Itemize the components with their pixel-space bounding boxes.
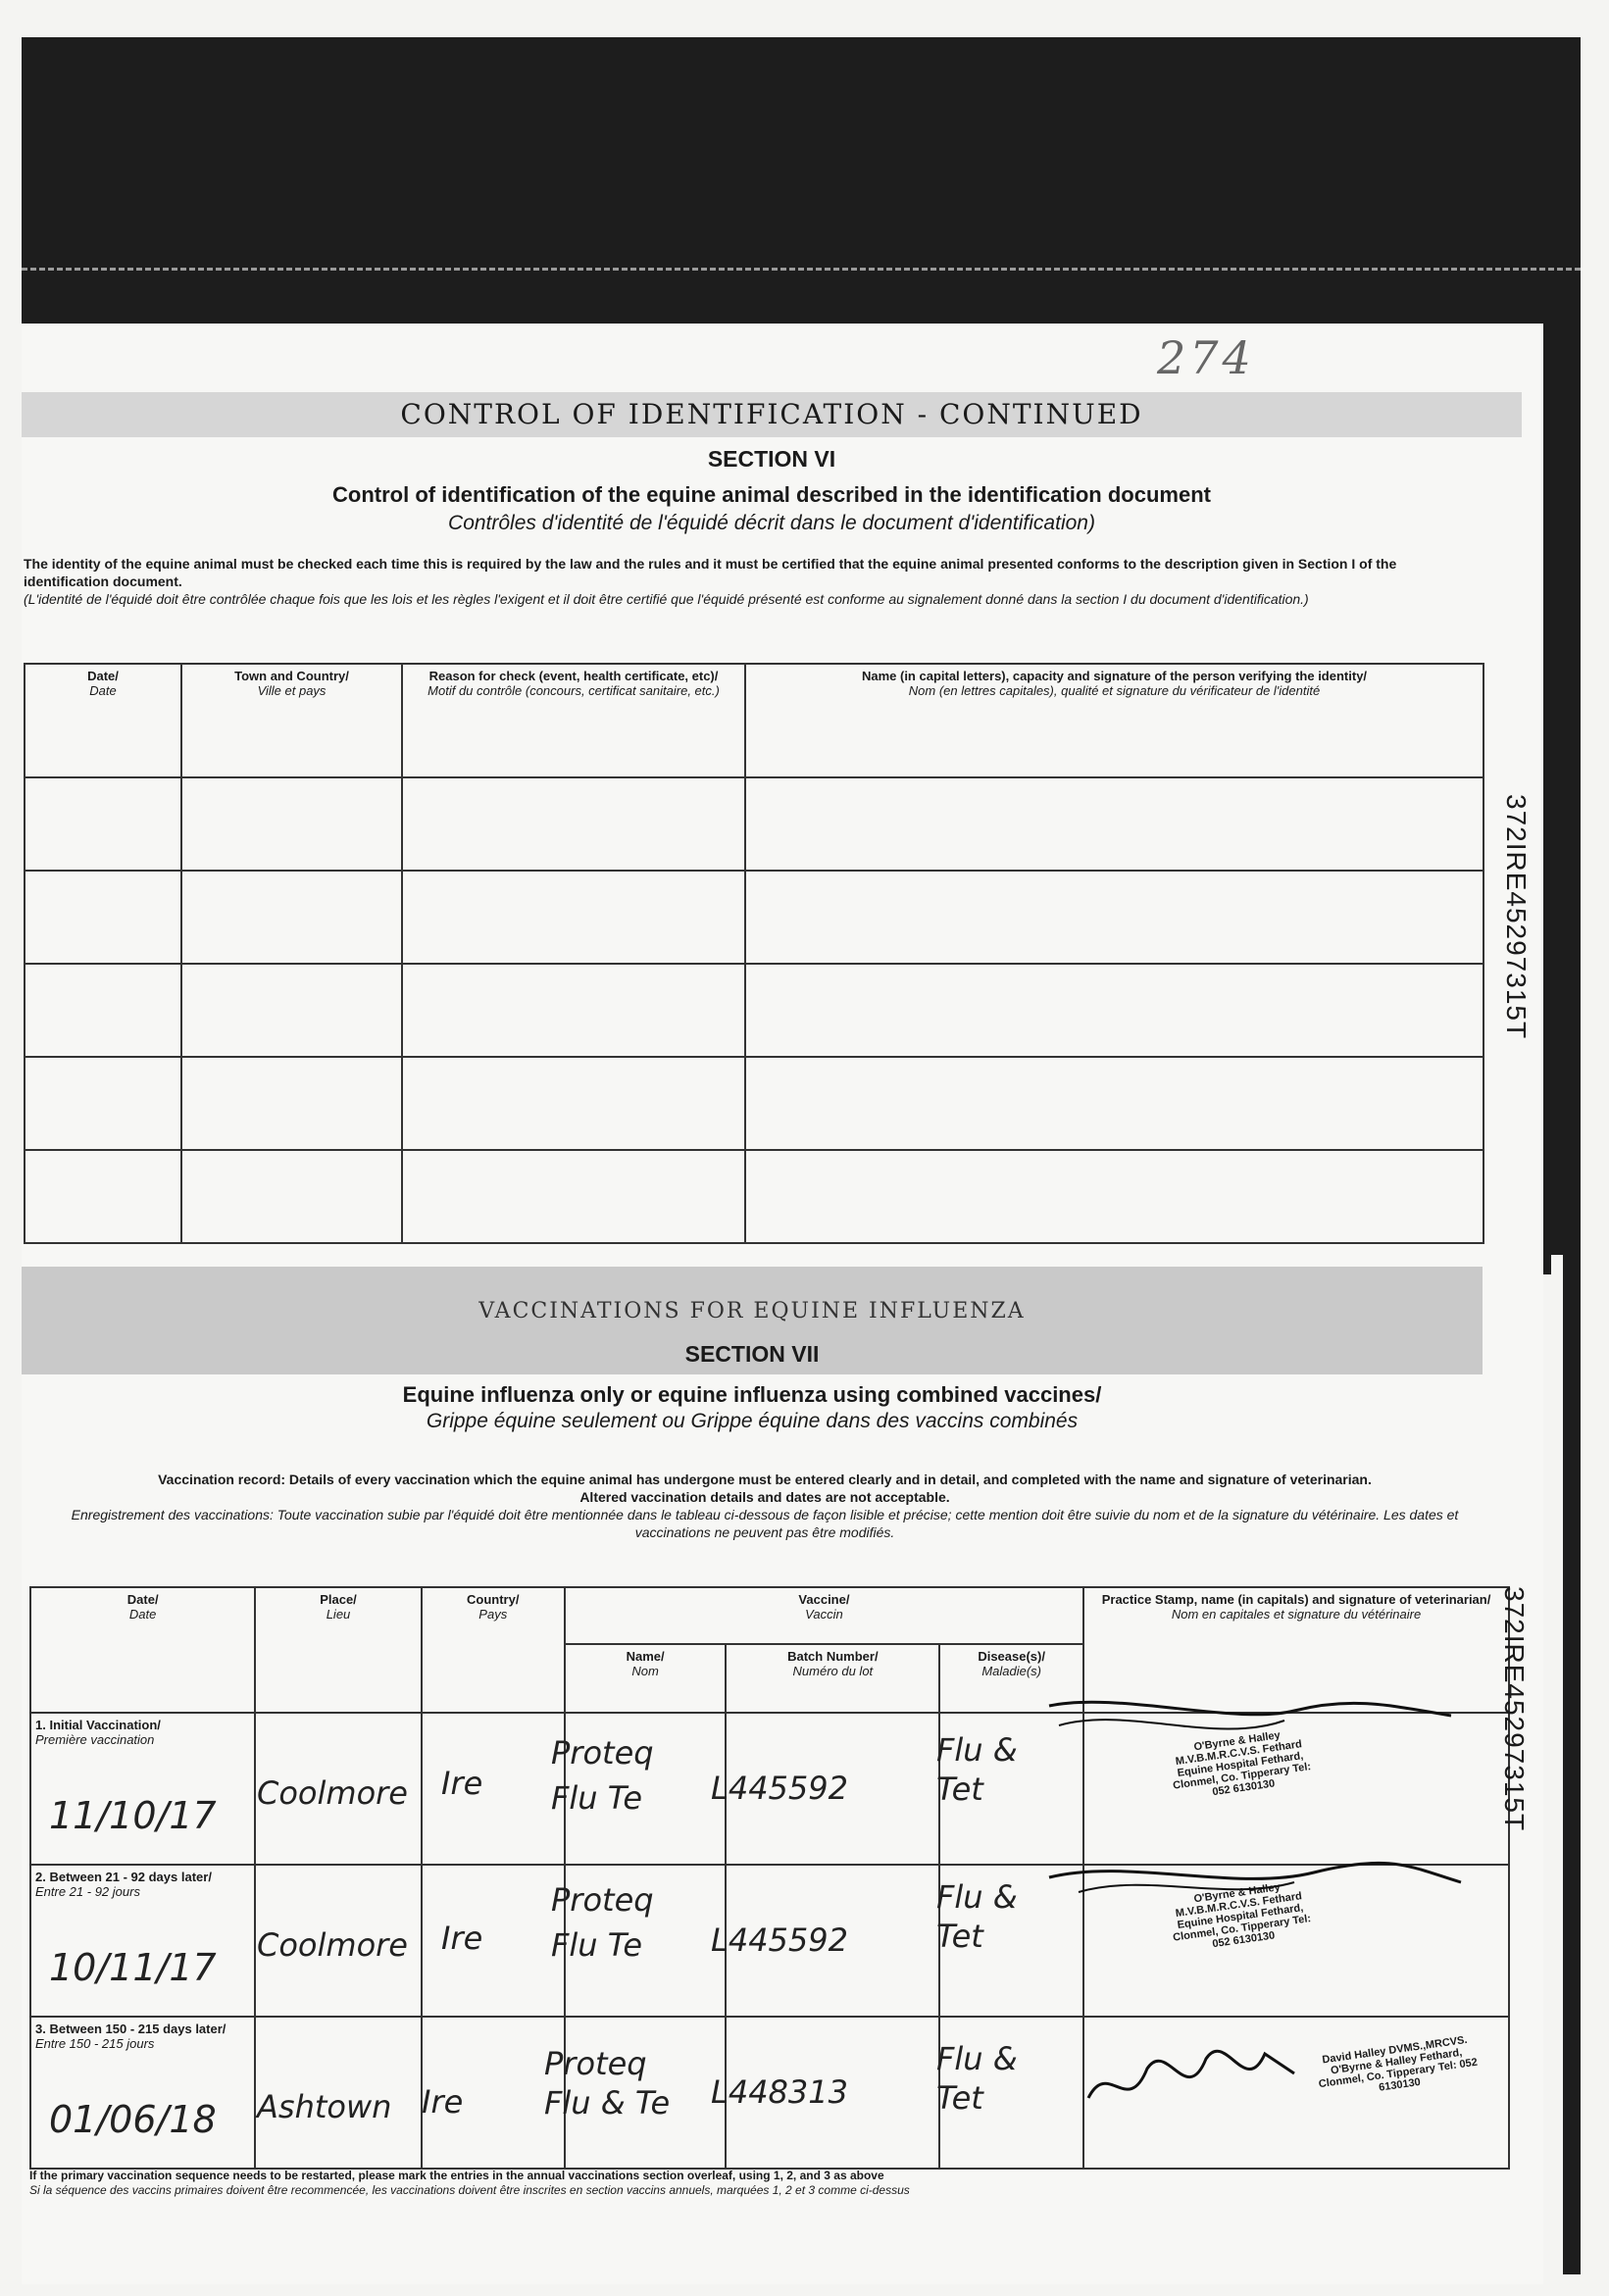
identity-check-row [25,964,1483,1057]
vcol-batch-en: Batch Number/ [787,1649,879,1664]
section6-note [24,555,1475,608]
section7-note [39,1471,1490,1541]
vcol-name-header [565,1644,727,1713]
col-town-fr: Ville et pays [257,683,327,698]
row2-disease-handwritten: Flu & Tet [936,1878,1018,1955]
section7-note-fr: Enregistrement des vaccinations: Toute vaccination subie par l'équidé doit être mentionnée dans le tableau ci-dessous de façon lisible et précise; cette mention doit être suivie du nom et de la signature du vétérinaire. Les dates et vaccinations ne peuvent pas être modifiés. [71,1507,1459,1540]
row3-disease-handwritten: Flu & Tet [936,2040,1018,2117]
section7-note-en-1: Vaccination record: Details of every vaccination which the equine animal has undergone must be entered clearly and in detail, and completed with the name and signature of veterinarian. [158,1472,1372,1487]
vcol-batch-header [726,1644,939,1713]
row1-disease-handwritten: Flu & Tet [936,1731,1018,1808]
vcol-place-header [255,1587,421,1713]
row2-date-cell [30,1865,255,2017]
row2-place-handwritten: Coolmore [257,1926,408,1964]
vcol-stamp-en: Practice Stamp, name (in capitals) and signature of veterinarian/ [1101,1592,1491,1607]
signature-2b [1079,1882,1294,1892]
section7-banner: VACCINATIONS FOR EQUINE INFLUENZA [478,1299,1026,1323]
identity-check-row [25,1150,1483,1243]
section6-title: SECTION VI [707,446,836,472]
identity-check-header-row [25,664,1483,777]
identity-check-table [24,663,1484,1244]
row1-date-cell [30,1713,255,1865]
section6-note-en: The identity of the equine animal must be checked each time this is required by the law and the rules and it must be certified that the equine animal presented conforms to the description given in Section I of the identification document. [24,556,1397,589]
row3-place-handwritten: Ashtown [257,2088,392,2125]
row2-vet-stamp: O'Byrne & Halley M.V.B.M.R.C.V.S. Fethard Equine Hospital Fethard, Clonmel, Co. Tipperary Tel: 052 6130130 [1172,1881,1312,1951]
row1-place-handwritten: Coolmore [257,1774,408,1812]
vcol-disease-fr: Maladie(s) [981,1664,1041,1678]
signature-1 [1049,1702,1451,1716]
vcol-date-en: Date/ [126,1592,159,1607]
vaccination-header-row [30,1587,1509,1644]
row3-vaccine-name-handwritten: Proteq Flu & Te [544,2045,671,2121]
footer-note-en: If the primary vaccination sequence needs to be restarted, please mark the entries in the annual vaccinations section overleaf, using 1, 2, and 3 as above [29,2169,884,2182]
row1-batch-handwritten: L445592 [711,1770,848,1807]
vcol-stamp-fr: Nom en capitales et signature du vétérinaire [1171,1607,1422,1622]
vet-signatures [1039,1686,1481,2137]
row1-vet-stamp: O'Byrne & Halley M.V.B.M.R.C.V.S. Fethard Equine Hospital Fethard, Clonmel, Co. Tipperary Tel: 052 6130130 [1172,1729,1312,1799]
section7-title: SECTION VII [684,1341,820,1367]
vcol-disease-en: Disease(s)/ [978,1649,1045,1664]
row2-batch-handwritten: L445592 [711,1922,848,1959]
row2-date-handwritten: 10/11/17 [49,1946,217,1989]
footer-note-fr: Si la séquence des vaccins primaires doivent être recommencée, les vaccinations doivent être inscrites en section vaccins annuels, marquées 1, 2 et 3 comme ci-dessus [29,2183,910,2197]
row2-vaccine-name-handwritten: Proteq Flu Te [551,1881,654,1964]
signature-1b [1059,1720,1284,1728]
identity-check-row [25,777,1483,871]
vcol-date-header [30,1587,255,1713]
row1-date-handwritten: 11/10/17 [49,1794,217,1837]
col-reason-en: Reason for check (event, health certificate, etc)/ [428,669,719,683]
signature-2 [1049,1863,1461,1882]
horse-id-code-vertical-2: 372IRE45297315T [1499,1586,1530,1832]
section6-heading-fr: Contrôles d'identité de l'équidé décrit dans le document d'identification) [448,512,1095,534]
identity-check-row [25,1057,1483,1150]
section6-banner-text: CONTROL OF IDENTIFICATION - CONTINUED [400,398,1143,430]
row2-label-en: 2. Between 21 - 92 days later/ [35,1870,212,1884]
binder-cover-top [22,37,1581,324]
col-verifier-en: Name (in capital letters), capacity and signature of the person verifying the identity/ [861,669,1368,683]
horse-id-code-vertical: 372IRE45297315T [1501,794,1532,1040]
identity-check-row [25,871,1483,964]
row3-country-handwritten: Ire [422,2083,464,2121]
vcol-vaccine-fr: Vaccin [805,1607,843,1622]
section7-heading-fr: Grippe équine seulement ou Grippe équine dans des vaccins combinés [426,1410,1079,1432]
row2-country-handwritten: Ire [441,1920,483,1957]
row1-label-en: 1. Initial Vaccination/ [35,1718,161,1732]
col-date-header [25,664,181,777]
vcol-date-fr: Date [128,1607,157,1622]
row2-label-fr: Entre 21 - 92 jours [35,1884,140,1899]
row3-date-cell [30,2017,255,2169]
row3-vet-stamp: David Halley DVMS.,MRCVS. O'Byrne & Halley Fethard, Clonmel, Co. Tipperary Tel: 052 6130130 [1318,2033,1479,2094]
col-reason-header [402,664,745,777]
vcol-country-fr: Pays [478,1607,508,1622]
row1-country-handwritten: Ire [441,1765,483,1802]
col-town-header [181,664,402,777]
section6-banner [22,392,1522,437]
row3-batch-handwritten: L448313 [711,2073,848,2111]
vcol-place-en: Place/ [320,1592,357,1607]
vcol-name-fr: Nom [631,1664,659,1678]
binder-stitching [22,268,1581,271]
col-date-fr: Date [89,683,117,698]
row1-label-fr: Première vaccination [35,1732,155,1747]
row3-label-en: 3. Between 150 - 215 days later/ [35,2021,226,2036]
row3-label-fr: Entre 150 - 215 jours [35,2036,155,2051]
vcol-place-fr: Lieu [326,1607,351,1622]
binder-cover-right-lower [1551,1255,1581,2274]
section7-heading-en: Equine influenza only or equine influenza using combined vaccines/ [402,1382,1102,1407]
col-date-en: Date/ [87,669,119,683]
vcol-vaccine-en: Vaccine/ [798,1592,850,1607]
col-verifier-header [745,664,1483,777]
vcol-name-en: Name/ [626,1649,665,1664]
vcol-country-header [422,1587,565,1713]
handwritten-page-number: 274 [1157,331,1255,384]
vcol-batch-fr: Numéro du lot [792,1664,874,1678]
binder-cover-right [1543,294,1581,1274]
row3-date-handwritten: 01/06/18 [49,2098,217,2141]
section6-note-fr: (L'identité de l'équidé doit être contrôlée chaque fois que les lois et les règles l'exigent et il doit être certifié que l'équidé présenté est conforme au signalement donné dans la section I du document d'identification.) [24,591,1309,607]
col-verifier-fr: Nom (en lettres capitales), qualité et signature du vérificateur de l'identité [908,683,1321,698]
col-reason-fr: Motif du contrôle (concours, certificat sanitaire, etc.) [427,683,720,698]
vcol-vaccine-header [565,1587,1083,1644]
section6-heading-en: Control of identification of the equine animal described in the identification document [332,482,1211,507]
col-town-en: Town and Country/ [234,669,349,683]
section7-note-en-2: Altered vaccination details and dates are not acceptable. [579,1489,950,1505]
signature-3 [1088,2051,1294,2098]
row1-vaccine-name-handwritten: Proteq Flu Te [551,1734,654,1817]
vcol-country-en: Country/ [467,1592,520,1607]
footer-note [29,2169,1481,2198]
